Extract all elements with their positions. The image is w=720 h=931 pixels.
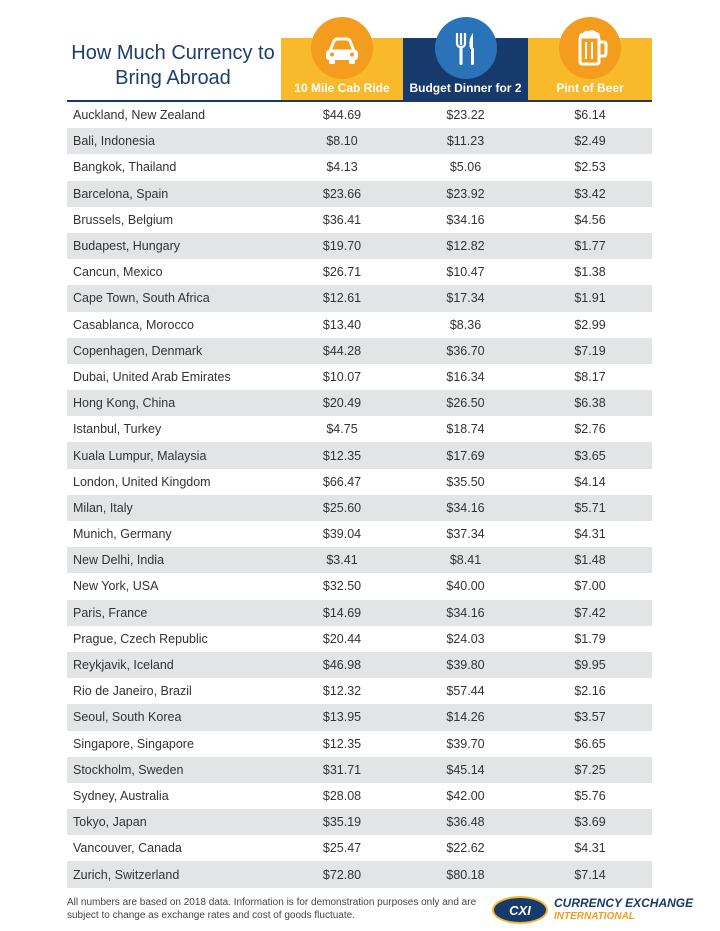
beer-price-cell: $8.17 — [574, 369, 606, 384]
cab-price-cell: $13.95 — [322, 710, 362, 725]
beer-price-cell: $3.65 — [574, 448, 606, 463]
fork-knife-icon — [435, 17, 497, 79]
cab-price-cell: $31.71 — [322, 762, 362, 777]
dinner-price-cell: $36.48 — [446, 815, 485, 830]
city-cell: Prague, Czech Republic — [73, 631, 208, 646]
dinner-price-cell: $26.50 — [446, 396, 485, 411]
city-cell: London, United Kingdom — [73, 474, 211, 489]
cab-price-cell: $19.70 — [322, 239, 362, 254]
city-cell: Singapore, Singapore — [73, 736, 194, 751]
beer-price-cell: $3.69 — [574, 815, 606, 830]
table-row — [67, 652, 652, 678]
city-cell: Seoul, South Korea — [73, 710, 182, 725]
beer-price-cell: $6.38 — [574, 396, 606, 411]
table-row — [67, 783, 652, 809]
city-cell: Cape Town, South Africa — [73, 291, 210, 306]
dinner-price-cell: $42.00 — [446, 788, 485, 803]
cab-price-cell: $44.69 — [322, 108, 362, 123]
table-row — [67, 861, 652, 887]
beer-price-cell: $2.16 — [574, 684, 606, 699]
beer-price-cell: $7.42 — [574, 605, 606, 620]
footnote-line-2: subject to change as exchange rates and cost of goods fluctuate. — [67, 910, 355, 921]
dinner-price-cell: $39.80 — [446, 658, 485, 673]
page-title — [66, 41, 280, 91]
table-row — [67, 573, 652, 599]
beer-price-cell: $4.31 — [574, 527, 606, 542]
dinner-price-cell: $17.69 — [446, 448, 485, 463]
cab-price-cell: $36.41 — [322, 212, 362, 227]
beer-price-cell: $1.79 — [574, 631, 606, 646]
dinner-price-cell: $80.18 — [446, 867, 485, 882]
city-cell: Sydney, Australia — [73, 788, 169, 803]
city-cell: Bali, Indonesia — [73, 134, 156, 149]
title-line-1: How Much Currency to — [71, 42, 275, 64]
cab-price-cell: $72.80 — [322, 867, 362, 882]
beer-price-cell: $6.14 — [574, 108, 606, 123]
cab-price-cell: $12.32 — [322, 684, 362, 699]
dinner-price-cell: $39.70 — [446, 736, 485, 751]
dinner-price-cell: $8.41 — [449, 553, 482, 568]
city-cell: Milan, Italy — [73, 500, 133, 515]
dinner-price-cell: $34.16 — [446, 500, 485, 515]
cab-price-cell: $32.50 — [322, 579, 362, 594]
beer-price-cell: $9.95 — [574, 658, 606, 673]
table-row — [67, 678, 652, 704]
city-cell: Munich, Germany — [73, 527, 172, 542]
logo-name: CURRENCY EXCHANGE — [554, 896, 694, 910]
table-row — [67, 547, 652, 573]
table-row — [67, 809, 652, 835]
beer-price-cell: $1.77 — [574, 239, 606, 254]
table-row — [67, 704, 652, 730]
dinner-price-cell: $57.44 — [446, 684, 485, 699]
table-row — [67, 521, 652, 547]
table-row — [67, 626, 652, 652]
dinner-price-cell: $16.34 — [446, 369, 485, 384]
table-row — [67, 600, 652, 626]
city-cell: Istanbul, Turkey — [73, 422, 162, 437]
city-cell: Dubai, United Arab Emirates — [73, 369, 231, 384]
table-row — [67, 469, 652, 495]
city-cell: Barcelona, Spain — [73, 186, 169, 201]
beer-price-cell: $4.31 — [574, 841, 606, 856]
dinner-price-cell: $37.34 — [446, 527, 485, 542]
price-table — [67, 100, 652, 888]
footnote-line-1: All numbers are based on 2018 data. Information is for demonstration purposes only and are — [67, 897, 477, 908]
table-row — [67, 338, 652, 364]
city-cell: Budapest, Hungary — [73, 239, 181, 254]
column-label-dinner: Budget Dinner for 2 — [409, 81, 522, 95]
city-cell: Zurich, Switzerland — [73, 867, 180, 882]
dinner-price-cell: $14.26 — [446, 710, 485, 725]
dinner-price-cell: $36.70 — [446, 343, 485, 358]
column-label-cab: 10 Mile Cab Ride — [294, 81, 390, 95]
table-row — [67, 495, 652, 521]
column-header-cab — [281, 38, 403, 100]
cab-price-cell: $23.66 — [322, 186, 362, 201]
column-header-dinner — [403, 38, 528, 100]
dinner-price-cell: $22.62 — [446, 841, 485, 856]
table-row — [67, 233, 652, 259]
title-line-2: Bring Abroad — [115, 67, 231, 89]
city-cell: Paris, France — [73, 605, 148, 620]
cab-price-cell: $12.61 — [322, 291, 362, 306]
beer-price-cell: $5.76 — [574, 788, 606, 803]
table-row — [67, 312, 652, 338]
city-cell: Vancouver, Canada — [73, 841, 182, 856]
beer-price-cell: $7.14 — [574, 867, 606, 882]
beer-price-cell: $7.19 — [574, 343, 606, 358]
city-cell: New Delhi, India — [73, 553, 165, 568]
dinner-price-cell: $8.36 — [449, 317, 482, 332]
beer-price-cell: $7.00 — [574, 579, 606, 594]
cab-price-cell: $12.35 — [322, 448, 362, 463]
cab-price-cell: $10.07 — [322, 369, 362, 384]
table-row — [67, 154, 652, 180]
cab-price-cell: $44.28 — [322, 343, 362, 358]
beer-price-cell: $2.53 — [574, 160, 606, 175]
city-cell: Kuala Lumpur, Malaysia — [73, 448, 207, 463]
dinner-price-cell: $23.22 — [446, 108, 485, 123]
city-cell: Tokyo, Japan — [73, 815, 147, 830]
beer-price-cell: $2.49 — [574, 134, 606, 149]
city-cell: Casablanca, Morocco — [73, 317, 194, 332]
beer-price-cell: $3.57 — [574, 710, 606, 725]
logo-badge — [492, 896, 548, 924]
beer-price-cell: $6.65 — [574, 736, 606, 751]
beer-price-cell: $1.38 — [574, 265, 606, 280]
city-cell: Stockholm, Sweden — [73, 762, 184, 777]
city-cell: Hong Kong, China — [73, 396, 176, 411]
dinner-price-cell: $40.00 — [446, 579, 485, 594]
cab-price-cell: $4.75 — [326, 422, 358, 437]
column-header-beer — [528, 38, 652, 100]
dinner-price-cell: $18.74 — [446, 422, 485, 437]
table-row — [67, 416, 652, 442]
dinner-price-cell: $34.16 — [446, 212, 485, 227]
table-row — [67, 442, 652, 468]
dinner-price-cell: $17.34 — [446, 291, 485, 306]
cab-price-cell: $46.98 — [322, 658, 362, 673]
beer-price-cell: $2.99 — [574, 317, 606, 332]
city-cell: Copenhagen, Denmark — [73, 343, 203, 358]
dinner-price-cell: $10.47 — [446, 265, 485, 280]
cab-price-cell: $66.47 — [322, 474, 362, 489]
dinner-price-cell: $5.06 — [449, 160, 482, 175]
footnote — [67, 896, 497, 922]
cab-price-cell: $13.40 — [322, 317, 362, 332]
city-cell: New York, USA — [73, 579, 159, 594]
beer-price-cell: $7.25 — [574, 762, 606, 777]
cab-price-cell: $28.08 — [322, 788, 362, 803]
table-row — [67, 731, 652, 757]
dinner-price-cell: $24.03 — [446, 631, 485, 646]
table-row — [67, 757, 652, 783]
car-icon — [311, 17, 373, 79]
dinner-price-cell: $45.14 — [446, 762, 485, 777]
cab-price-cell: $25.47 — [322, 841, 362, 856]
table-row — [67, 181, 652, 207]
beer-mug-icon — [559, 17, 621, 79]
beer-price-cell: $1.91 — [574, 291, 606, 306]
cab-price-cell: $8.10 — [326, 134, 358, 149]
table-row — [67, 285, 652, 311]
cab-price-cell: $12.35 — [322, 736, 362, 751]
beer-price-cell: $4.56 — [574, 212, 606, 227]
table-row — [67, 128, 652, 154]
city-cell: Cancun, Mexico — [73, 265, 163, 280]
beer-price-cell: $4.14 — [574, 474, 606, 489]
table-row — [67, 390, 652, 416]
city-cell: Reykjavik, Iceland — [73, 658, 174, 673]
cab-price-cell: $3.41 — [326, 553, 358, 568]
brand-logo — [492, 894, 697, 926]
dinner-price-cell: $12.82 — [446, 239, 485, 254]
table-row — [67, 364, 652, 390]
logo-badge-text: CXI — [509, 903, 531, 918]
table-row — [67, 102, 652, 128]
cab-price-cell: $39.04 — [322, 527, 362, 542]
beer-price-cell: $3.42 — [574, 186, 606, 201]
cab-price-cell: $20.44 — [322, 631, 362, 646]
cab-price-cell: $26.71 — [322, 265, 362, 280]
city-cell: Auckland, New Zealand — [73, 108, 206, 123]
beer-price-cell: $1.48 — [574, 553, 606, 568]
city-cell: Brussels, Belgium — [73, 212, 174, 227]
cab-price-cell: $4.13 — [326, 160, 358, 175]
city-cell: Rio de Janeiro, Brazil — [73, 684, 192, 699]
dinner-price-cell: $34.16 — [446, 605, 485, 620]
logo-subtitle: INTERNATIONAL — [554, 911, 635, 922]
beer-price-cell: $5.71 — [574, 500, 606, 515]
table-row — [67, 835, 652, 861]
table-row — [67, 207, 652, 233]
cab-price-cell: $25.60 — [322, 500, 362, 515]
beer-price-cell: $2.76 — [574, 422, 606, 437]
table-row — [67, 259, 652, 285]
city-cell: Bangkok, Thailand — [73, 160, 177, 175]
cab-price-cell: $20.49 — [322, 396, 362, 411]
cab-price-cell: $14.69 — [322, 605, 362, 620]
cab-price-cell: $35.19 — [322, 815, 362, 830]
dinner-price-cell: $11.23 — [446, 134, 485, 149]
dinner-price-cell: $35.50 — [446, 474, 485, 489]
column-label-beer: Pint of Beer — [556, 81, 624, 95]
dinner-price-cell: $23.92 — [446, 186, 485, 201]
